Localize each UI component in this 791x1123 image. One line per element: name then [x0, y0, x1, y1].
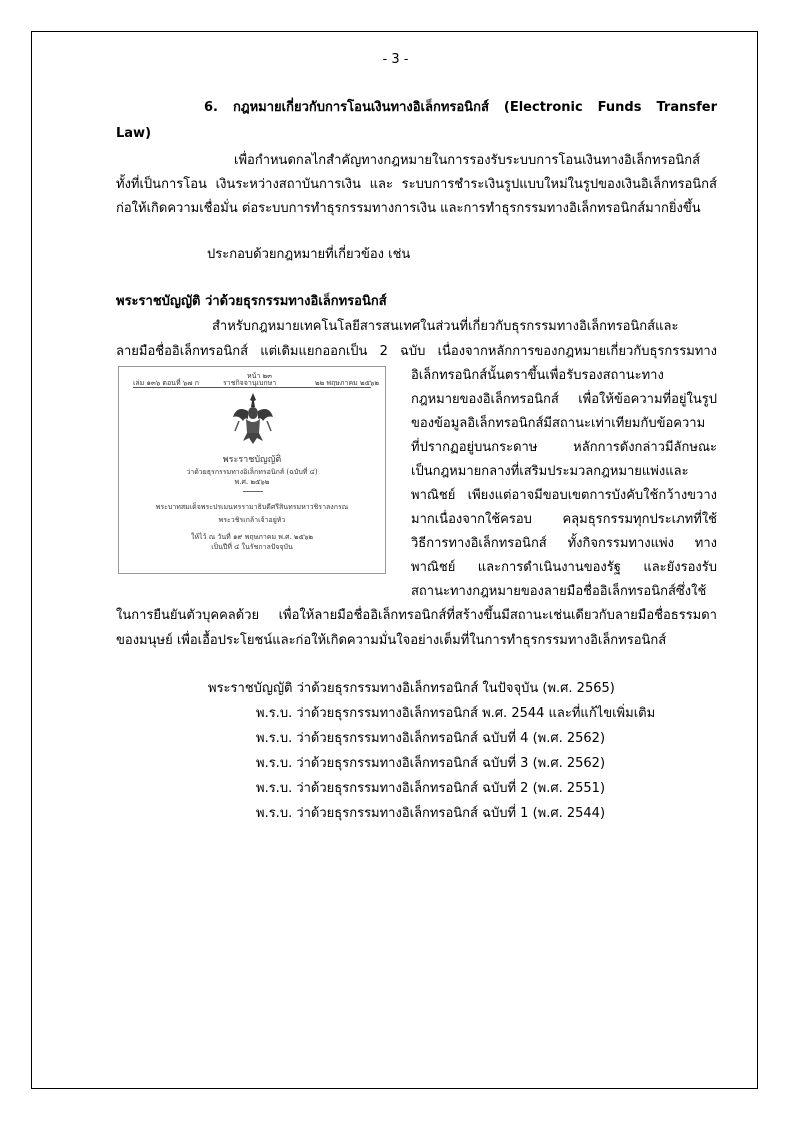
act-paragraph-line: สำหรับกฎหมายเทคโนโลยีสารสนเทศในส่วนที่เกี่ยวกับธุรกรรมทางอิเล็กทรอนิกส์และ	[212, 319, 679, 334]
act-paragraph-line: พาณิชย์ และการดำเนินงานของรัฐ และยังรองรับ	[411, 560, 717, 575]
act-paragraph-line: เป็นกฎหมายกลางที่เสริมประมวลกฎหมายแพ่งและ	[411, 464, 689, 479]
act-paragraph-line: พาณิชย์ เพียงแต่อาจมีขอบเขตการบังคับใช้กว้างขวาง	[411, 488, 717, 503]
laws-list-item: พ.ร.บ. ว่าด้วยธุรกรรมทางอิเล็กทรอนิกส์ พ.ศ. 2544 และที่แก้ไขเพิ่มเติม	[256, 706, 656, 721]
act-paragraph-line: ของข้อมูลอิเล็กทรอนิกส์มีสถานะเท่าเทียมกับข้อความ	[411, 416, 706, 431]
consists-of-text: ประกอบด้วยกฎหมายที่เกี่ยวข้อง เช่น	[207, 247, 411, 262]
gazette-year: พ.ศ. ๒๕๖๒	[234, 478, 270, 486]
gazette-date: ๒๒ พฤษภาคม ๒๕๖๒	[315, 379, 379, 387]
intro-line: ก่อให้เกิดความเชื่อมั่น ต่อระบบการทำธุรกรรมทางการเงิน และการทำธุรกรรมทางอิเล็กทรอนิกส์มากยิ่งขึ้น	[116, 201, 701, 216]
laws-list-item: พ.ร.บ. ว่าด้วยธุรกรรมทางอิเล็กทรอนิกส์ ฉบับที่ 3 (พ.ศ. 2562)	[256, 756, 606, 771]
gazette-volume: เล่ม ๑๓๖ ตอนที่ ๖๗ ก	[133, 379, 199, 387]
intro-line: เพื่อกำหนดกลไกสำคัญทางกฎหมายในการรองรับระบบการโอนเงินทางอิเล็กทรอนิกส์	[234, 153, 701, 168]
act-paragraph-line: มากเนื่องจากใช้ครอบ คลุมธุรกรรมทุกประเภทที่ใช้	[411, 512, 717, 527]
act-paragraph-line: ที่ปรากฏอยู่บนกระดาษ หลักการดังกล่าวมีลักษณะ	[411, 440, 717, 455]
gazette-page-label: หน้า ๒๓	[247, 372, 272, 380]
act-paragraph-line: สถานะทางกฎหมายของลายมือชื่ออิเล็กทรอนิกส์ซึ่งใช้	[411, 584, 707, 599]
laws-list-header: พระราชบัญญัติ ว่าด้วยธุรกรรมทางอิเล็กทรอนิกส์ ในปัจจุบัน (พ.ศ. 2565)	[208, 681, 615, 696]
gazette-subtitle: ว่าด้วยธุรกรรมทางอิเล็กทรอนิกส์ (ฉบับที่ ๔)	[186, 468, 318, 476]
act-paragraph-line: ในการยืนยันตัวบุคคลด้วย เพื่อให้ลายมือชื่ออิเล็กทรอนิกส์ที่สร้างขึ้นมีสถานะเช่นเดียวกับลายมือชื่อธรรมดา	[116, 608, 717, 623]
gazette-image	[118, 366, 386, 574]
gazette-king-name-2: พระวชิรเกล้าเจ้าอยู่หัว	[218, 516, 286, 524]
gazette-king-name: พระบาทสมเด็จพระปรเมนทรรามาธิบดีศรีสินทรมหาวชิราลงกรณ	[155, 503, 349, 511]
act-paragraph-line: วิธีการทางอิเล็กทรอนิกส์ ทั้งกิจกรรมทางแพ่ง ทาง	[411, 536, 717, 551]
gazette-divider	[243, 491, 263, 492]
gazette-rule	[133, 387, 371, 388]
gazette-journal: ราชกิจจานุเบกษา	[223, 379, 277, 387]
laws-list-item: พ.ร.บ. ว่าด้วยธุรกรรมทางอิเล็กทรอนิกส์ ฉบับที่ 2 (พ.ศ. 2551)	[256, 781, 606, 796]
laws-list-item: พ.ร.บ. ว่าด้วยธุรกรรมทางอิเล็กทรอนิกส์ ฉบับที่ 1 (พ.ศ. 2544)	[256, 806, 606, 821]
gazette-given-date: ให้ไว้ ณ วันที่ ๑๙ พฤษภาคม พ.ศ. ๒๕๖๒	[190, 533, 313, 541]
act-paragraph-line: อิเล็กทรอนิกส์นั้นตราขึ้นเพื่อรับรองสถานะทาง	[411, 368, 664, 383]
garuda-emblem-icon	[231, 391, 275, 447]
page-number: - 3 -	[382, 52, 409, 67]
act-paragraph-line: ลายมือชื่ออิเล็กทรอนิกส์ แต่เดิมแยกออกเป็น 2 ฉบับ เนื่องจากหลักการของกฎหมายเกี่ยวกับธุรกรรมทาง	[116, 344, 717, 359]
act-paragraph-line: กฎหมายของอิเล็กทรอนิกส์ เพื่อให้ข้อความที่อยู่ในรูป	[411, 392, 717, 407]
intro-line: ทั้งที่เป็นการโอน เงินระหว่างสถาบันการเงิน และ ระบบการชำระเงินรูปแบบใหม่ในรูปของเงินอิเล็กทรอนิกส์	[116, 177, 717, 192]
laws-list-item: พ.ร.บ. ว่าด้วยธุรกรรมทางอิเล็กทรอนิกส์ ฉบับที่ 4 (พ.ศ. 2562)	[256, 731, 606, 746]
section-heading: 6. กฎหมายเกี่ยวกับการโอนเงินทางอิเล็กทรอนิกส์ (Electronic Funds Transfer	[204, 100, 717, 115]
act-paragraph-line: ของมนุษย์ เพื่อเอื้อประโยชน์และก่อให้เกิดความมั่นใจอย่างเต็มที่ในการทำธุรกรรมทางอิเล็กทรอนิกส์	[116, 633, 667, 648]
gazette-reign-year: เป็นปีที่ ๔ ในรัชกาลปัจจุบัน	[211, 543, 293, 551]
gazette-title: พระราชบัญญัติ	[222, 455, 282, 465]
section-heading-cont: Law)	[116, 126, 152, 141]
act-title: พระราชบัญญัติ ว่าด้วยธุรกรรมทางอิเล็กทรอนิกส์	[116, 294, 387, 309]
